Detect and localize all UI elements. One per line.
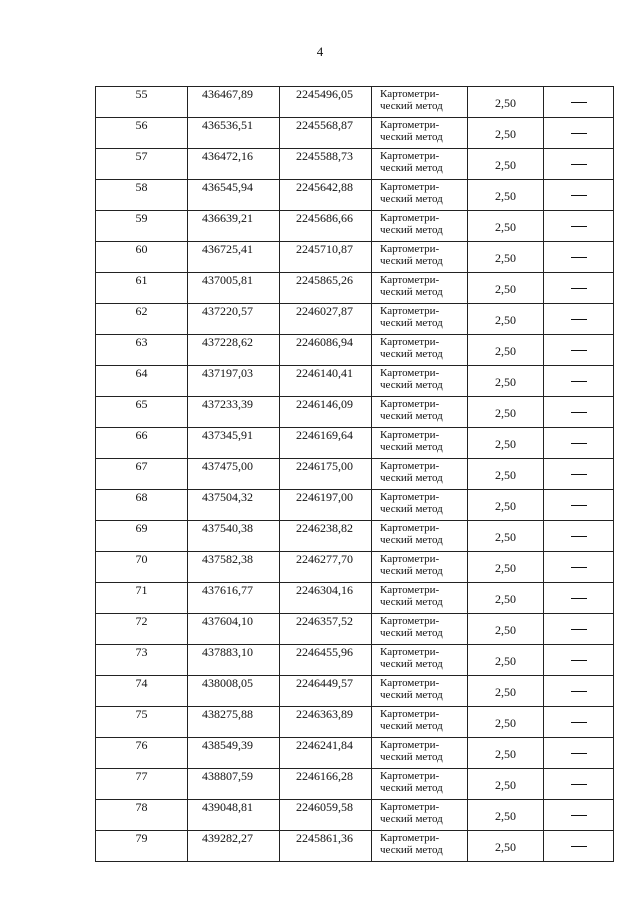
accuracy-cell: 2,50	[468, 304, 544, 335]
method-line-1: Картометри-	[380, 150, 440, 162]
table-row	[96, 645, 614, 676]
point-number-cell: 78	[96, 800, 188, 831]
empty-value-cell	[544, 149, 614, 180]
point-number-cell: 56	[96, 118, 188, 149]
method-line-1: Картометри-	[380, 584, 440, 596]
point-number-cell: 73	[96, 645, 188, 676]
point-number-cell: 71	[96, 583, 188, 614]
method-line-2: ческий метод	[380, 565, 443, 577]
method-line-2: ческий метод	[380, 844, 443, 856]
empty-value-cell	[544, 211, 614, 242]
empty-value-cell	[544, 707, 614, 738]
table-row	[96, 676, 614, 707]
y-coordinate-cell: 2246449,57	[280, 676, 372, 707]
empty-value-cell	[544, 273, 614, 304]
method-cell	[372, 149, 468, 180]
accuracy-cell: 2,50	[468, 180, 544, 211]
empty-value-cell	[544, 490, 614, 521]
x-coordinate-cell: 437197,03	[188, 366, 280, 397]
table-row	[96, 552, 614, 583]
method-line-1: Картометри-	[380, 367, 440, 379]
x-coordinate-cell: 437220,57	[188, 304, 280, 335]
accuracy-cell: 2,50	[468, 614, 544, 645]
method-line-1: Картометри-	[380, 398, 440, 410]
point-number-cell: 72	[96, 614, 188, 645]
x-coordinate-cell: 437228,62	[188, 335, 280, 366]
y-coordinate-cell: 2246357,52	[280, 614, 372, 645]
x-coordinate-cell: 439282,27	[188, 831, 280, 862]
method-cell	[372, 738, 468, 769]
accuracy-cell: 2,50	[468, 800, 544, 831]
point-number-cell: 75	[96, 707, 188, 738]
point-number-cell: 58	[96, 180, 188, 211]
table-row	[96, 583, 614, 614]
method-line-1: Картометри-	[380, 429, 440, 441]
dash-mark	[571, 598, 587, 599]
method-line-2: ческий метод	[380, 813, 443, 825]
table-row	[96, 521, 614, 552]
method-cell	[372, 614, 468, 645]
method-line-2: ческий метод	[380, 379, 443, 391]
method-line-2: ческий метод	[380, 193, 443, 205]
point-number-cell: 57	[96, 149, 188, 180]
method-line-1: Картометри-	[380, 212, 440, 224]
empty-value-cell	[544, 428, 614, 459]
y-coordinate-cell: 2246140,41	[280, 366, 372, 397]
empty-value-cell	[544, 366, 614, 397]
method-line-1: Картометри-	[380, 770, 440, 782]
point-number-cell: 68	[96, 490, 188, 521]
method-cell	[372, 366, 468, 397]
point-number-cell: 77	[96, 769, 188, 800]
method-cell	[372, 676, 468, 707]
empty-value-cell	[544, 87, 614, 118]
x-coordinate-cell: 436639,21	[188, 211, 280, 242]
table-row	[96, 707, 614, 738]
dash-mark	[571, 319, 587, 320]
empty-value-cell	[544, 180, 614, 211]
x-coordinate-cell: 436545,94	[188, 180, 280, 211]
dash-mark	[571, 784, 587, 785]
accuracy-cell: 2,50	[468, 149, 544, 180]
y-coordinate-cell: 2245861,36	[280, 831, 372, 862]
method-line-1: Картометри-	[380, 708, 440, 720]
accuracy-cell: 2,50	[468, 645, 544, 676]
method-line-1: Картометри-	[380, 739, 440, 751]
method-line-1: Картометри-	[380, 243, 440, 255]
method-line-1: Картометри-	[380, 119, 440, 131]
point-number-cell: 66	[96, 428, 188, 459]
method-line-2: ческий метод	[380, 627, 443, 639]
empty-value-cell	[544, 521, 614, 552]
method-cell	[372, 118, 468, 149]
method-line-2: ческий метод	[380, 100, 443, 112]
method-cell	[372, 521, 468, 552]
method-cell	[372, 304, 468, 335]
x-coordinate-cell: 436536,51	[188, 118, 280, 149]
accuracy-cell: 2,50	[468, 397, 544, 428]
x-coordinate-cell: 438549,39	[188, 738, 280, 769]
y-coordinate-cell: 2246166,28	[280, 769, 372, 800]
page-number: 4	[316, 44, 324, 59]
x-coordinate-cell: 437233,39	[188, 397, 280, 428]
method-cell	[372, 800, 468, 831]
table-row	[96, 366, 614, 397]
dash-mark	[571, 381, 587, 382]
method-line-2: ческий метод	[380, 255, 443, 267]
empty-value-cell	[544, 118, 614, 149]
method-line-1: Картометри-	[380, 522, 440, 534]
method-line-1: Картометри-	[380, 615, 440, 627]
empty-value-cell	[544, 459, 614, 490]
dash-mark	[571, 350, 587, 351]
method-line-1: Картометри-	[380, 336, 440, 348]
x-coordinate-cell: 438008,05	[188, 676, 280, 707]
accuracy-cell: 2,50	[468, 583, 544, 614]
x-coordinate-cell: 437616,77	[188, 583, 280, 614]
y-coordinate-cell: 2245588,73	[280, 149, 372, 180]
point-number-cell: 61	[96, 273, 188, 304]
y-coordinate-cell: 2246197,00	[280, 490, 372, 521]
point-number-cell: 69	[96, 521, 188, 552]
point-number-cell: 64	[96, 366, 188, 397]
method-cell	[372, 769, 468, 800]
method-line-1: Картометри-	[380, 88, 440, 100]
y-coordinate-cell: 2246059,58	[280, 800, 372, 831]
y-coordinate-cell: 2246175,00	[280, 459, 372, 490]
table-row	[96, 273, 614, 304]
point-number-cell: 70	[96, 552, 188, 583]
method-line-2: ческий метод	[380, 689, 443, 701]
accuracy-cell: 2,50	[468, 769, 544, 800]
empty-value-cell	[544, 831, 614, 862]
y-coordinate-cell: 2245496,05	[280, 87, 372, 118]
point-number-cell: 63	[96, 335, 188, 366]
accuracy-cell: 2,50	[468, 738, 544, 769]
method-cell	[372, 583, 468, 614]
accuracy-cell: 2,50	[468, 87, 544, 118]
table-row	[96, 335, 614, 366]
table-row	[96, 459, 614, 490]
method-line-2: ческий метод	[380, 534, 443, 546]
method-line-1: Картометри-	[380, 646, 440, 658]
y-coordinate-cell: 2246241,84	[280, 738, 372, 769]
dash-mark	[571, 536, 587, 537]
method-cell	[372, 397, 468, 428]
point-number-cell: 60	[96, 242, 188, 273]
x-coordinate-cell: 437345,91	[188, 428, 280, 459]
method-cell	[372, 645, 468, 676]
point-number-cell: 62	[96, 304, 188, 335]
dash-mark	[571, 660, 587, 661]
y-coordinate-cell: 2245710,87	[280, 242, 372, 273]
point-number-cell: 59	[96, 211, 188, 242]
accuracy-cell: 2,50	[468, 831, 544, 862]
coordinates-table	[95, 86, 614, 862]
dash-mark	[571, 846, 587, 847]
method-line-2: ческий метод	[380, 720, 443, 732]
method-line-2: ческий метод	[380, 658, 443, 670]
empty-value-cell	[544, 614, 614, 645]
dash-mark	[571, 133, 587, 134]
dash-mark	[571, 629, 587, 630]
point-number-cell: 65	[96, 397, 188, 428]
method-cell	[372, 428, 468, 459]
method-cell	[372, 552, 468, 583]
y-coordinate-cell: 2246238,82	[280, 521, 372, 552]
accuracy-cell: 2,50	[468, 273, 544, 304]
empty-value-cell	[544, 800, 614, 831]
point-number-cell: 67	[96, 459, 188, 490]
table-row	[96, 490, 614, 521]
empty-value-cell	[544, 335, 614, 366]
method-line-2: ческий метод	[380, 751, 443, 763]
method-cell	[372, 87, 468, 118]
method-cell	[372, 831, 468, 862]
table-row	[96, 428, 614, 459]
empty-value-cell	[544, 645, 614, 676]
method-line-1: Картометри-	[380, 181, 440, 193]
method-line-1: Картометри-	[380, 305, 440, 317]
method-cell	[372, 242, 468, 273]
dash-mark	[571, 102, 587, 103]
accuracy-cell: 2,50	[468, 428, 544, 459]
method-line-1: Картометри-	[380, 553, 440, 565]
method-cell	[372, 211, 468, 242]
method-cell	[372, 707, 468, 738]
accuracy-cell: 2,50	[468, 118, 544, 149]
dash-mark	[571, 412, 587, 413]
y-coordinate-cell: 2246363,89	[280, 707, 372, 738]
y-coordinate-cell: 2245642,88	[280, 180, 372, 211]
x-coordinate-cell: 438275,88	[188, 707, 280, 738]
method-line-2: ческий метод	[380, 131, 443, 143]
accuracy-cell: 2,50	[468, 366, 544, 397]
empty-value-cell	[544, 552, 614, 583]
y-coordinate-cell: 2246304,16	[280, 583, 372, 614]
table-row	[96, 397, 614, 428]
table-row	[96, 738, 614, 769]
method-cell	[372, 490, 468, 521]
method-line-2: ческий метод	[380, 472, 443, 484]
method-cell	[372, 459, 468, 490]
table-row	[96, 304, 614, 335]
table-row	[96, 800, 614, 831]
accuracy-cell: 2,50	[468, 242, 544, 273]
point-number-cell: 74	[96, 676, 188, 707]
method-cell	[372, 335, 468, 366]
table-row	[96, 180, 614, 211]
dash-mark	[571, 288, 587, 289]
empty-value-cell	[544, 304, 614, 335]
method-line-2: ческий метод	[380, 410, 443, 422]
dash-mark	[571, 164, 587, 165]
x-coordinate-cell: 437540,38	[188, 521, 280, 552]
x-coordinate-cell: 436472,16	[188, 149, 280, 180]
dash-mark	[571, 474, 587, 475]
point-number-cell: 76	[96, 738, 188, 769]
accuracy-cell: 2,50	[468, 459, 544, 490]
empty-value-cell	[544, 676, 614, 707]
x-coordinate-cell: 439048,81	[188, 800, 280, 831]
table-row	[96, 831, 614, 862]
dash-mark	[571, 443, 587, 444]
accuracy-cell: 2,50	[468, 707, 544, 738]
x-coordinate-cell: 437504,32	[188, 490, 280, 521]
x-coordinate-cell: 437005,81	[188, 273, 280, 304]
x-coordinate-cell: 437475,00	[188, 459, 280, 490]
accuracy-cell: 2,50	[468, 335, 544, 366]
empty-value-cell	[544, 242, 614, 273]
y-coordinate-cell: 2245865,26	[280, 273, 372, 304]
accuracy-cell: 2,50	[468, 211, 544, 242]
x-coordinate-cell: 437604,10	[188, 614, 280, 645]
method-line-1: Картометри-	[380, 460, 440, 472]
empty-value-cell	[544, 769, 614, 800]
table-row	[96, 87, 614, 118]
point-number-cell: 55	[96, 87, 188, 118]
x-coordinate-cell: 436467,89	[188, 87, 280, 118]
table-body	[96, 87, 614, 862]
dash-mark	[571, 195, 587, 196]
y-coordinate-cell: 2245568,87	[280, 118, 372, 149]
x-coordinate-cell: 437883,10	[188, 645, 280, 676]
method-cell	[372, 180, 468, 211]
y-coordinate-cell: 2246455,96	[280, 645, 372, 676]
table-row	[96, 149, 614, 180]
empty-value-cell	[544, 583, 614, 614]
empty-value-cell	[544, 397, 614, 428]
method-line-1: Картометри-	[380, 801, 440, 813]
method-line-2: ческий метод	[380, 286, 443, 298]
dash-mark	[571, 567, 587, 568]
y-coordinate-cell: 2246027,87	[280, 304, 372, 335]
y-coordinate-cell: 2246277,70	[280, 552, 372, 583]
y-coordinate-cell: 2245686,66	[280, 211, 372, 242]
accuracy-cell: 2,50	[468, 521, 544, 552]
accuracy-cell: 2,50	[468, 676, 544, 707]
method-line-2: ческий метод	[380, 503, 443, 515]
y-coordinate-cell: 2246169,64	[280, 428, 372, 459]
method-line-1: Картометри-	[380, 677, 440, 689]
method-line-1: Картометри-	[380, 274, 440, 286]
x-coordinate-cell: 437582,38	[188, 552, 280, 583]
y-coordinate-cell: 2246086,94	[280, 335, 372, 366]
point-number-cell: 79	[96, 831, 188, 862]
method-line-2: ческий метод	[380, 162, 443, 174]
dash-mark	[571, 722, 587, 723]
dash-mark	[571, 505, 587, 506]
method-line-2: ческий метод	[380, 596, 443, 608]
table-row	[96, 769, 614, 800]
dash-mark	[571, 815, 587, 816]
accuracy-cell: 2,50	[468, 490, 544, 521]
method-line-1: Картометри-	[380, 832, 440, 844]
method-line-2: ческий метод	[380, 441, 443, 453]
dash-mark	[571, 753, 587, 754]
dash-mark	[571, 257, 587, 258]
method-line-1: Картометри-	[380, 491, 440, 503]
method-line-2: ческий метод	[380, 224, 443, 236]
table-row	[96, 242, 614, 273]
table-row	[96, 118, 614, 149]
x-coordinate-cell: 438807,59	[188, 769, 280, 800]
method-line-2: ческий метод	[380, 317, 443, 329]
dash-mark	[571, 226, 587, 227]
table-row	[96, 614, 614, 645]
method-cell	[372, 273, 468, 304]
method-line-2: ческий метод	[380, 348, 443, 360]
dash-mark	[571, 691, 587, 692]
table-row	[96, 211, 614, 242]
method-line-2: ческий метод	[380, 782, 443, 794]
x-coordinate-cell: 436725,41	[188, 242, 280, 273]
y-coordinate-cell: 2246146,09	[280, 397, 372, 428]
accuracy-cell: 2,50	[468, 552, 544, 583]
empty-value-cell	[544, 738, 614, 769]
